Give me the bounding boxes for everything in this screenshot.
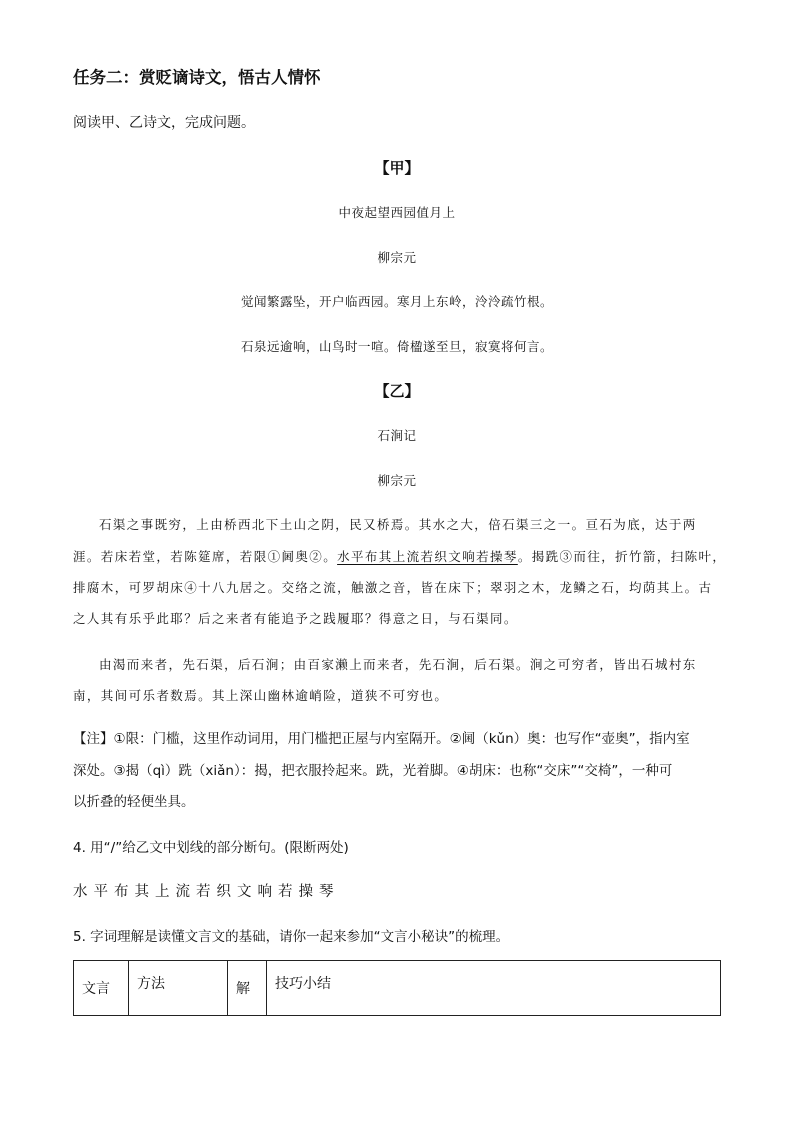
poem-line-2: 石泉远逾响，山鸟时一喧。倚楹遂至旦，寂寞将何言。 — [240, 339, 553, 354]
reading-instruction: 阅读甲、乙诗文，完成问题。 — [73, 115, 255, 131]
section-jia-label: 【甲】 — [374, 159, 420, 177]
prose-p1-line-2-after: 。揭跣③而往，折竹箭，扫陈叶， — [517, 549, 727, 564]
table-cell-method: 方法 — [129, 961, 228, 1016]
table-cell-summary: 技巧小结 — [267, 961, 721, 1016]
prose-title: 石涧记 — [377, 428, 417, 443]
prose-p1-line-1: 石渠之事既穷，上由桥西北下土山之阴，民又桥焉。其水之大，倍石渠三之一。亘石为底，达于两 — [99, 517, 697, 532]
prose-p2-line-1: 由渴而来者，先石渠，后石涧；由百家濑上而来者，先石涧，后石渠。涧之可穷者，皆出石城村东 — [99, 657, 697, 672]
summary-table — [73, 960, 721, 1016]
prose-p2-line-2: 南，其间可乐者数焉。其上深山幽林逾峭险，道狭不可穷也。 — [73, 688, 449, 703]
poem-title: 中夜起望西园值月上 — [338, 205, 456, 220]
prose-p1-line-3: 排腐木，可罗胡床④十八九居之。交络之流，触激之音，皆在床下；翠羽之木，龙鳞之石，均荫其上。古 — [73, 580, 713, 595]
note-line-3: 以折叠的轻便坐具。 — [73, 794, 195, 810]
underlined-sentence: 水平布其上流若织文响若操琴 — [337, 549, 518, 564]
section-yi-label: 【乙】 — [374, 382, 420, 400]
table-cell-explain: 解 — [228, 961, 267, 1016]
prose-p1-line-4: 之人其有乐乎此耶？后之来者有能追予之践履耶？得意之日，与石渠同。 — [73, 611, 518, 626]
question-5-prompt: 5. 字词理解是读懂文言文的基础，请你一起来参加“文言小秘诀”的梳理。 — [73, 929, 510, 945]
note-line-1: 【注】①限：门槛，这里作动词用，用门槛把正屋与内室隔开。②阃（kǔn）奥：也写作“壶奥”，指内室 — [73, 731, 690, 747]
prose-p1-line-2-before: 涯。若床若堂，若陈筵席，若限①阃奥②。 — [73, 549, 338, 564]
prose-p1-line-2 — [73, 547, 726, 565]
note-line-2: 深处。③揭（qì）跣（xiǎn）：揭，把衣服拎起来。跣，光着脚。④胡床：也称“交床”“交椅”，一种可 — [73, 763, 673, 779]
table-row — [74, 961, 721, 1016]
task-heading: 任务二：赏贬谪诗文，悟古人情怀 — [73, 68, 321, 87]
prose-author: 柳宗元 — [377, 473, 417, 488]
poem-line-1: 觉闻繁露坠，开户临西园。寒月上东岭，泠泠疏竹根。 — [240, 294, 553, 309]
question-4-sentence: 水平布其上流若织文响若操琴 — [73, 884, 340, 900]
poem-author: 柳宗元 — [377, 250, 417, 265]
question-4-prompt: 4. 用“/”给乙文中划线的部分断句。(限断两处) — [73, 840, 349, 856]
table-cell-wenyan: 文言 — [74, 961, 129, 1016]
